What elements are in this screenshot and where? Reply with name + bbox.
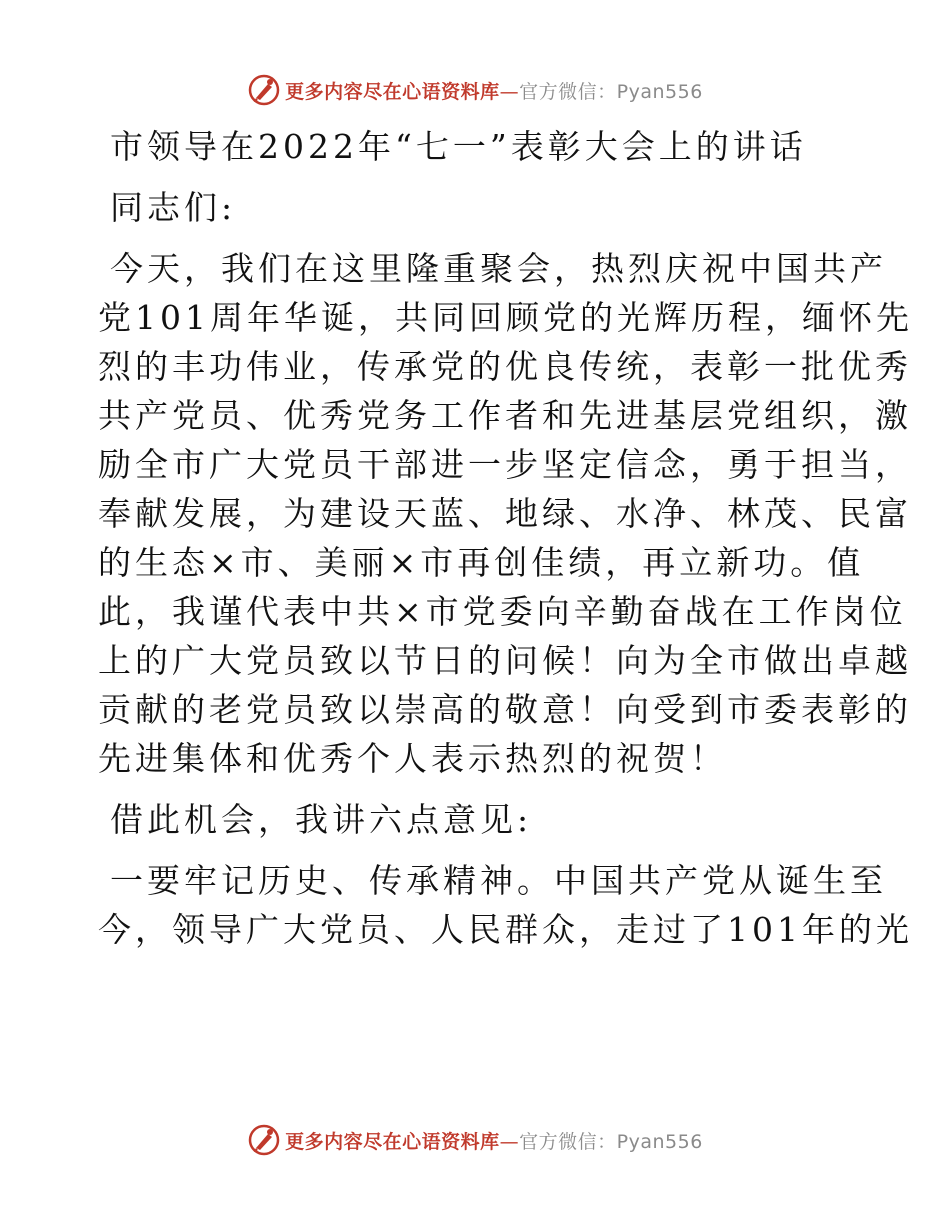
paragraph-line: 此，我谨代表中共×市党委向辛勤奋战在工作岗位 (98, 592, 907, 631)
paragraph-line: 共产党员、优秀党务工作者和先进基层党组织，激 (98, 396, 912, 435)
paragraph-line: 今天，我们在这里隆重聚会，热烈庆祝中国共产 (110, 249, 887, 288)
paragraph-line: 一要牢记历史、传承精神。中国共产党从诞生至 (110, 861, 887, 900)
watermark-banner-top (0, 70, 950, 110)
paragraph-line: 党101周年华诞，共同回顾党的光辉历程，缅怀先 (98, 298, 913, 337)
pen-logo-icon (247, 1123, 281, 1157)
watermark-banner-bottom (0, 1120, 950, 1160)
watermark-dash: — (499, 80, 520, 103)
document-title: 市领导在2022年“七一”表彰大会上的讲话 (110, 127, 807, 166)
paragraph-3 (98, 856, 913, 954)
watermark-text-red: 更多内容尽在心语资料库 (285, 80, 500, 103)
paragraph-line: 烈的丰功伟业，传承党的优良传统，表彰一批优秀 (98, 347, 912, 386)
salutation: 同志们: (110, 188, 237, 227)
watermark-text-red: 更多内容尽在心语资料库 (285, 1130, 500, 1153)
watermark-dash: — (499, 1130, 520, 1153)
paragraph-line: 借此机会，我讲六点意见: (110, 800, 533, 839)
watermark-text (285, 77, 703, 104)
watermark-text-grey: 官方微信：Pyan556 (519, 80, 703, 103)
paragraph-line: 上的广大党员致以节日的问候！向为全市做出卓越 (98, 641, 912, 680)
paragraph-line: 的生态×市、美丽×市再创佳绩，再立新功。值 (98, 543, 865, 582)
paragraph-1 (98, 244, 913, 783)
paragraph-line: 先进集体和优秀个人表示热烈的祝贺！ (98, 739, 727, 778)
pen-logo-icon (247, 73, 281, 107)
paragraph-line: 贡献的老党员致以崇高的敬意！向受到市委表彰的 (98, 690, 912, 729)
paragraph-line: 励全市广大党员干部进一步坚定信念，勇于担当， (98, 445, 912, 484)
watermark-text (285, 1127, 703, 1154)
paragraph-2 (98, 795, 850, 844)
paragraph-line: 奉献发展，为建设天蓝、地绿、水净、林茂、民富 (98, 494, 912, 533)
watermark-text-grey: 官方微信：Pyan556 (519, 1130, 703, 1153)
document-body (98, 122, 913, 966)
paragraph-line: 今，领导广大党员、人民群众，走过了101年的光 (98, 910, 913, 949)
